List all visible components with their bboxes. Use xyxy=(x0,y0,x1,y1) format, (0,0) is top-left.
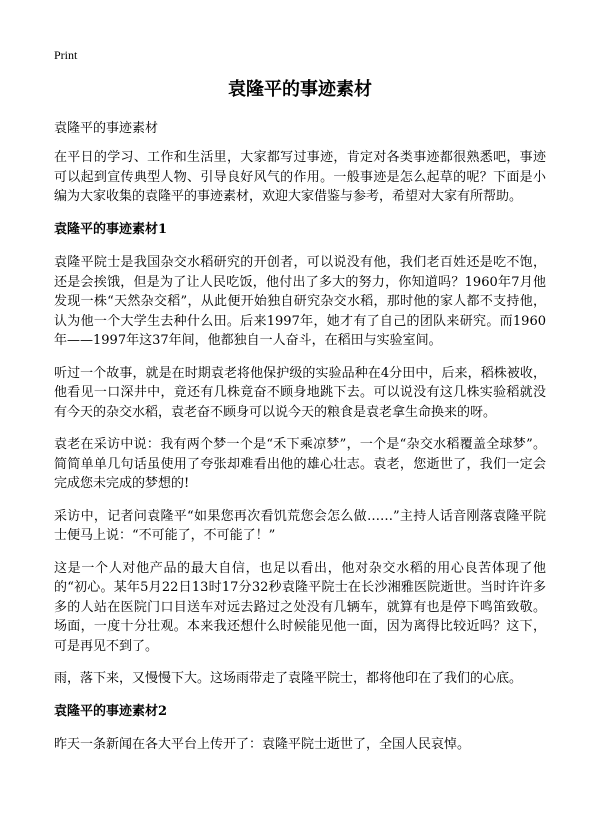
section1-paragraph-5: 这是一个人对他产品的最大自信，也足以看出，他对杂交水稻的用心良苦体现了他的“初心。某年5月22日13时17分32秒袁隆平院士在长沙湘雅医院逝世。当时许许多多的人站在医院门口目送车对远去路过之处没有几辆车，就算有也是停下鸣笛致敬。场面，一度十分壮观。本来我还想什么时候能见他一面，因为离得比较近吗？这下，可是再见不到了。 xyxy=(54,560,546,654)
page-title: 袁隆平的事迹素材 xyxy=(228,79,372,100)
section-heading-1: 袁隆平的事迹素材1 xyxy=(54,221,168,237)
section1-paragraph-6: 雨，落下来，又慢慢下大。这场雨带走了袁隆平院士，都将他印在了我们的心底。 xyxy=(54,671,523,686)
page-subtitle: 袁隆平的事迹素材 xyxy=(54,121,159,136)
section1-paragraph-1: 袁隆平院士是我国杂交水稻研究的开创者，可以说没有他，我们老百姓还是吃不饱，还是会挨饿，但是为了让人民吃饭，他付出了多大的努力，你知道吗？1960年7月他发现一株“天然杂交稻”，从此便开始独自研究杂交水稻，那时他的家人都不支持他，认为他一个大学生去种什么田。后来1997年，她才有了自己的团队来研究。而1960年——1997年这37年间，他都独自一人奋斗，在稻田与实验室间。 xyxy=(54,255,546,348)
section1-paragraph-2: 听过一个故事，就是在时期袁老将他保护级的实验品种在4分田中，后来，稻株被收，他看见一口深井中，竟还有几株竟奋不顾身地跳下去。可以说没有这几株实验稻就没有今天的杂交水稻，袁老奋不顾身可以说今天的粮食是袁老拿生命换来的呀。 xyxy=(54,365,546,420)
intro-paragraph: 在平日的学习、工作和生活里，大家都写过事迹，肯定对各类事迹都很熟悉吧，事迹可以起到宣传典型人物、引导良好风气的作用。一般事迹是怎么起草的呢？下面是小编为大家收集的袁隆平的事迹素材，欢迎大家借鉴与参考，希望对大家有所帮助。 xyxy=(54,150,546,204)
section1-paragraph-4: 采访中，记者问袁隆平“如果您再次看饥荒您会怎么做……”主持人话音刚落袁隆平院士便马上说：“不可能了，不可能了！” xyxy=(54,508,546,543)
document-body xyxy=(54,148,546,768)
section1-paragraph-3: 袁老在采访中说：我有两个梦一个是“禾下乘凉梦”，一个是“杂交水稻覆盖全球梦”。简简单单几句话虽使用了夸张却难看出他的雄心壮志。袁老，您逝世了，我们一定会完成您未完成的梦想的! xyxy=(54,437,546,491)
section-heading-2: 袁隆平的事迹素材2 xyxy=(54,703,168,719)
section2-paragraph-1: 昨天一条新闻在各大平台上传开了：袁隆平院士逝世了，全国人民哀悼。 xyxy=(54,737,471,752)
print-label: Print xyxy=(54,48,78,62)
